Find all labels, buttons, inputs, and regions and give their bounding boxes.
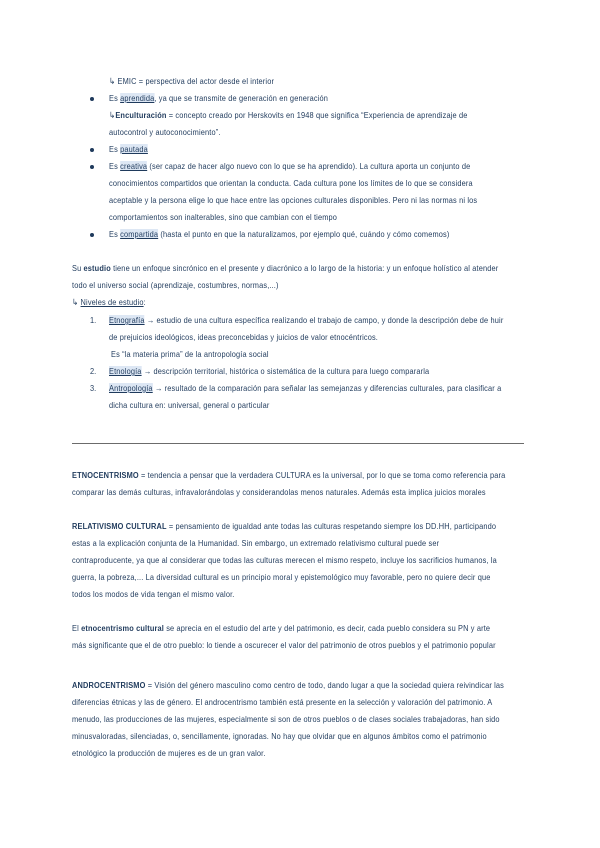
enculturacion-line: ↳Enculturación = concepto creado por Herskovits en 1948 que significa “Experiencia de aprendizaje de (109, 110, 468, 120)
nivel-etnografia-3: Es “la materia prima” de la antropología social (111, 349, 269, 359)
enculturacion-line-2: autocontrol y autoconocimiento”. (109, 127, 221, 137)
estudio-line-2: todo el universo social (aprendizaje, costumbres, normas,...) (72, 280, 279, 290)
relativismo-line-3: contraproducente, ya que al considerar que todas las culturas merecen el mismo respeto, incluye los sacrificios humanos, la (72, 555, 497, 565)
aprendida-line: Es aprendida, ya que se transmite de generación en generación (109, 93, 328, 103)
etno-cultural-line-2: más significante que el de otro pueblo: lo tiende a oscurecer el valor del patrimonio de otros pueblos y el patrimonio popular (72, 640, 496, 650)
bullet (90, 233, 94, 237)
compartida-highlight: compartida (120, 229, 159, 239)
creativa-line-3: aceptable y la persona elige lo que hace entre las opciones culturales disponibles. Pero ni las normas ni los (109, 195, 478, 205)
creativa-highlight: creativa (120, 161, 148, 171)
creativa-line-2: conocimientos compartidos que orientan la conducta. Cada cultura pone los límites de lo que se considera (109, 178, 473, 188)
nivel-number: 1. (90, 315, 97, 325)
pautada-line: Es pautada (109, 144, 148, 154)
nivel-etnografia: Etnografía → estudio de una cultura específica realizando el trabajo de campo, y donde la descripción debe de huir (109, 315, 504, 325)
androcentrismo-line-4: minusvaloradas, silenciadas, o, sencillamente, ignoradas. No hay que olvidar que en algunos ámbitos como el patrimonio (72, 731, 487, 741)
compartida-line: Es compartida (hasta el punto en que la naturalizamos, por ejemplo qué, cuándo y cómo comemos) (109, 229, 450, 239)
bullet (90, 165, 94, 169)
creativa-line-4: comportamientos son inalterables, sino que cambian con el tiempo (109, 212, 338, 222)
androcentrismo-line-2: diferencias étnicas y las de género. El androcentrismo también está presente en la selección y valoración del patrimonio. A (72, 697, 493, 707)
emic-line: ↳ EMIC = perspectiva del actor desde el interior (109, 76, 275, 86)
estudio-line: Su estudio tiene un enfoque sincrónico en el presente y diacrónico a lo largo de la historia: y un enfoque holístico al atender (72, 263, 499, 273)
nivel-antropologia-2: dicha cultura en: universal, general o particular (109, 400, 270, 410)
nivel-number: 2. (90, 366, 97, 376)
androcentrismo-line-3: menudo, las producciones de las mujeres, especialmente si son de otros pueblos o de clases sociales trabajadoras, han sido (72, 714, 500, 724)
relativismo-line: RELATIVISMO CULTURAL = pensamiento de igualdad ante todas las culturas respetando siempre los DD.HH, participando (72, 521, 497, 531)
bullet (90, 97, 94, 101)
nivel-number: 3. (90, 383, 97, 393)
aprendida-highlight: aprendida (120, 93, 155, 103)
etnocentrismo-line-2: comparar las demás culturas, infravalorándolas y considerandolas menos naturales. Además esta implica juicios morales (72, 487, 486, 497)
nivel-etnologia: Etnología → descripción territorial, histórica o sistemática de la cultura para luego compararla (109, 366, 430, 376)
creativa-line: Es creativa (ser capaz de hacer algo nuevo con lo que se ha aprendido). La cultura aporta un conjunto de (109, 161, 471, 171)
niveles-heading: ↳ Niveles de estudio: (72, 297, 146, 307)
nivel-etnografia-2: de prejuicios ideológicos, ideas preconcebidas y juicios de valor etnocéntricos. (109, 332, 379, 342)
relativismo-line-4: guerra, la pobreza,... La diversidad cultural es un principio moral y epistemológico muy favorable, pero no quiere decir que (72, 572, 491, 582)
relativismo-line-5: todos los modos de vida tengan el mismo valor. (72, 589, 235, 599)
etno-cultural-line: El etnocentrismo cultural se aprecia en el estudio del arte y del patrimonio, es decir, cada pueblo considera su PN y arte (72, 623, 491, 633)
relativismo-line-2: estas a la explicación conjunta de la Humanidad. Sin embargo, un extremado relativismo cultural puede ser (72, 538, 440, 548)
bullet (90, 148, 94, 152)
pautada-highlight: pautada (120, 144, 148, 154)
androcentrismo-line-5: etnológico la producción de mujeres es de un gran valor. (72, 748, 266, 758)
horizontal-divider (72, 443, 524, 444)
androcentrismo-line: ANDROCENTRISMO = Visión del género masculino como centro de todo, dando lugar a que la sociedad quiera reivindicar las (72, 680, 505, 690)
etnocentrismo-line: ETNOCENTRISMO = tendencia a pensar que la verdadera CULTURA es la universal, por lo que se toma como referencia para (72, 470, 506, 480)
nivel-antropologia: Antropología → resultado de la comparación para señalar las semejanzas y diferencias culturales, para clasificar a (109, 383, 502, 393)
